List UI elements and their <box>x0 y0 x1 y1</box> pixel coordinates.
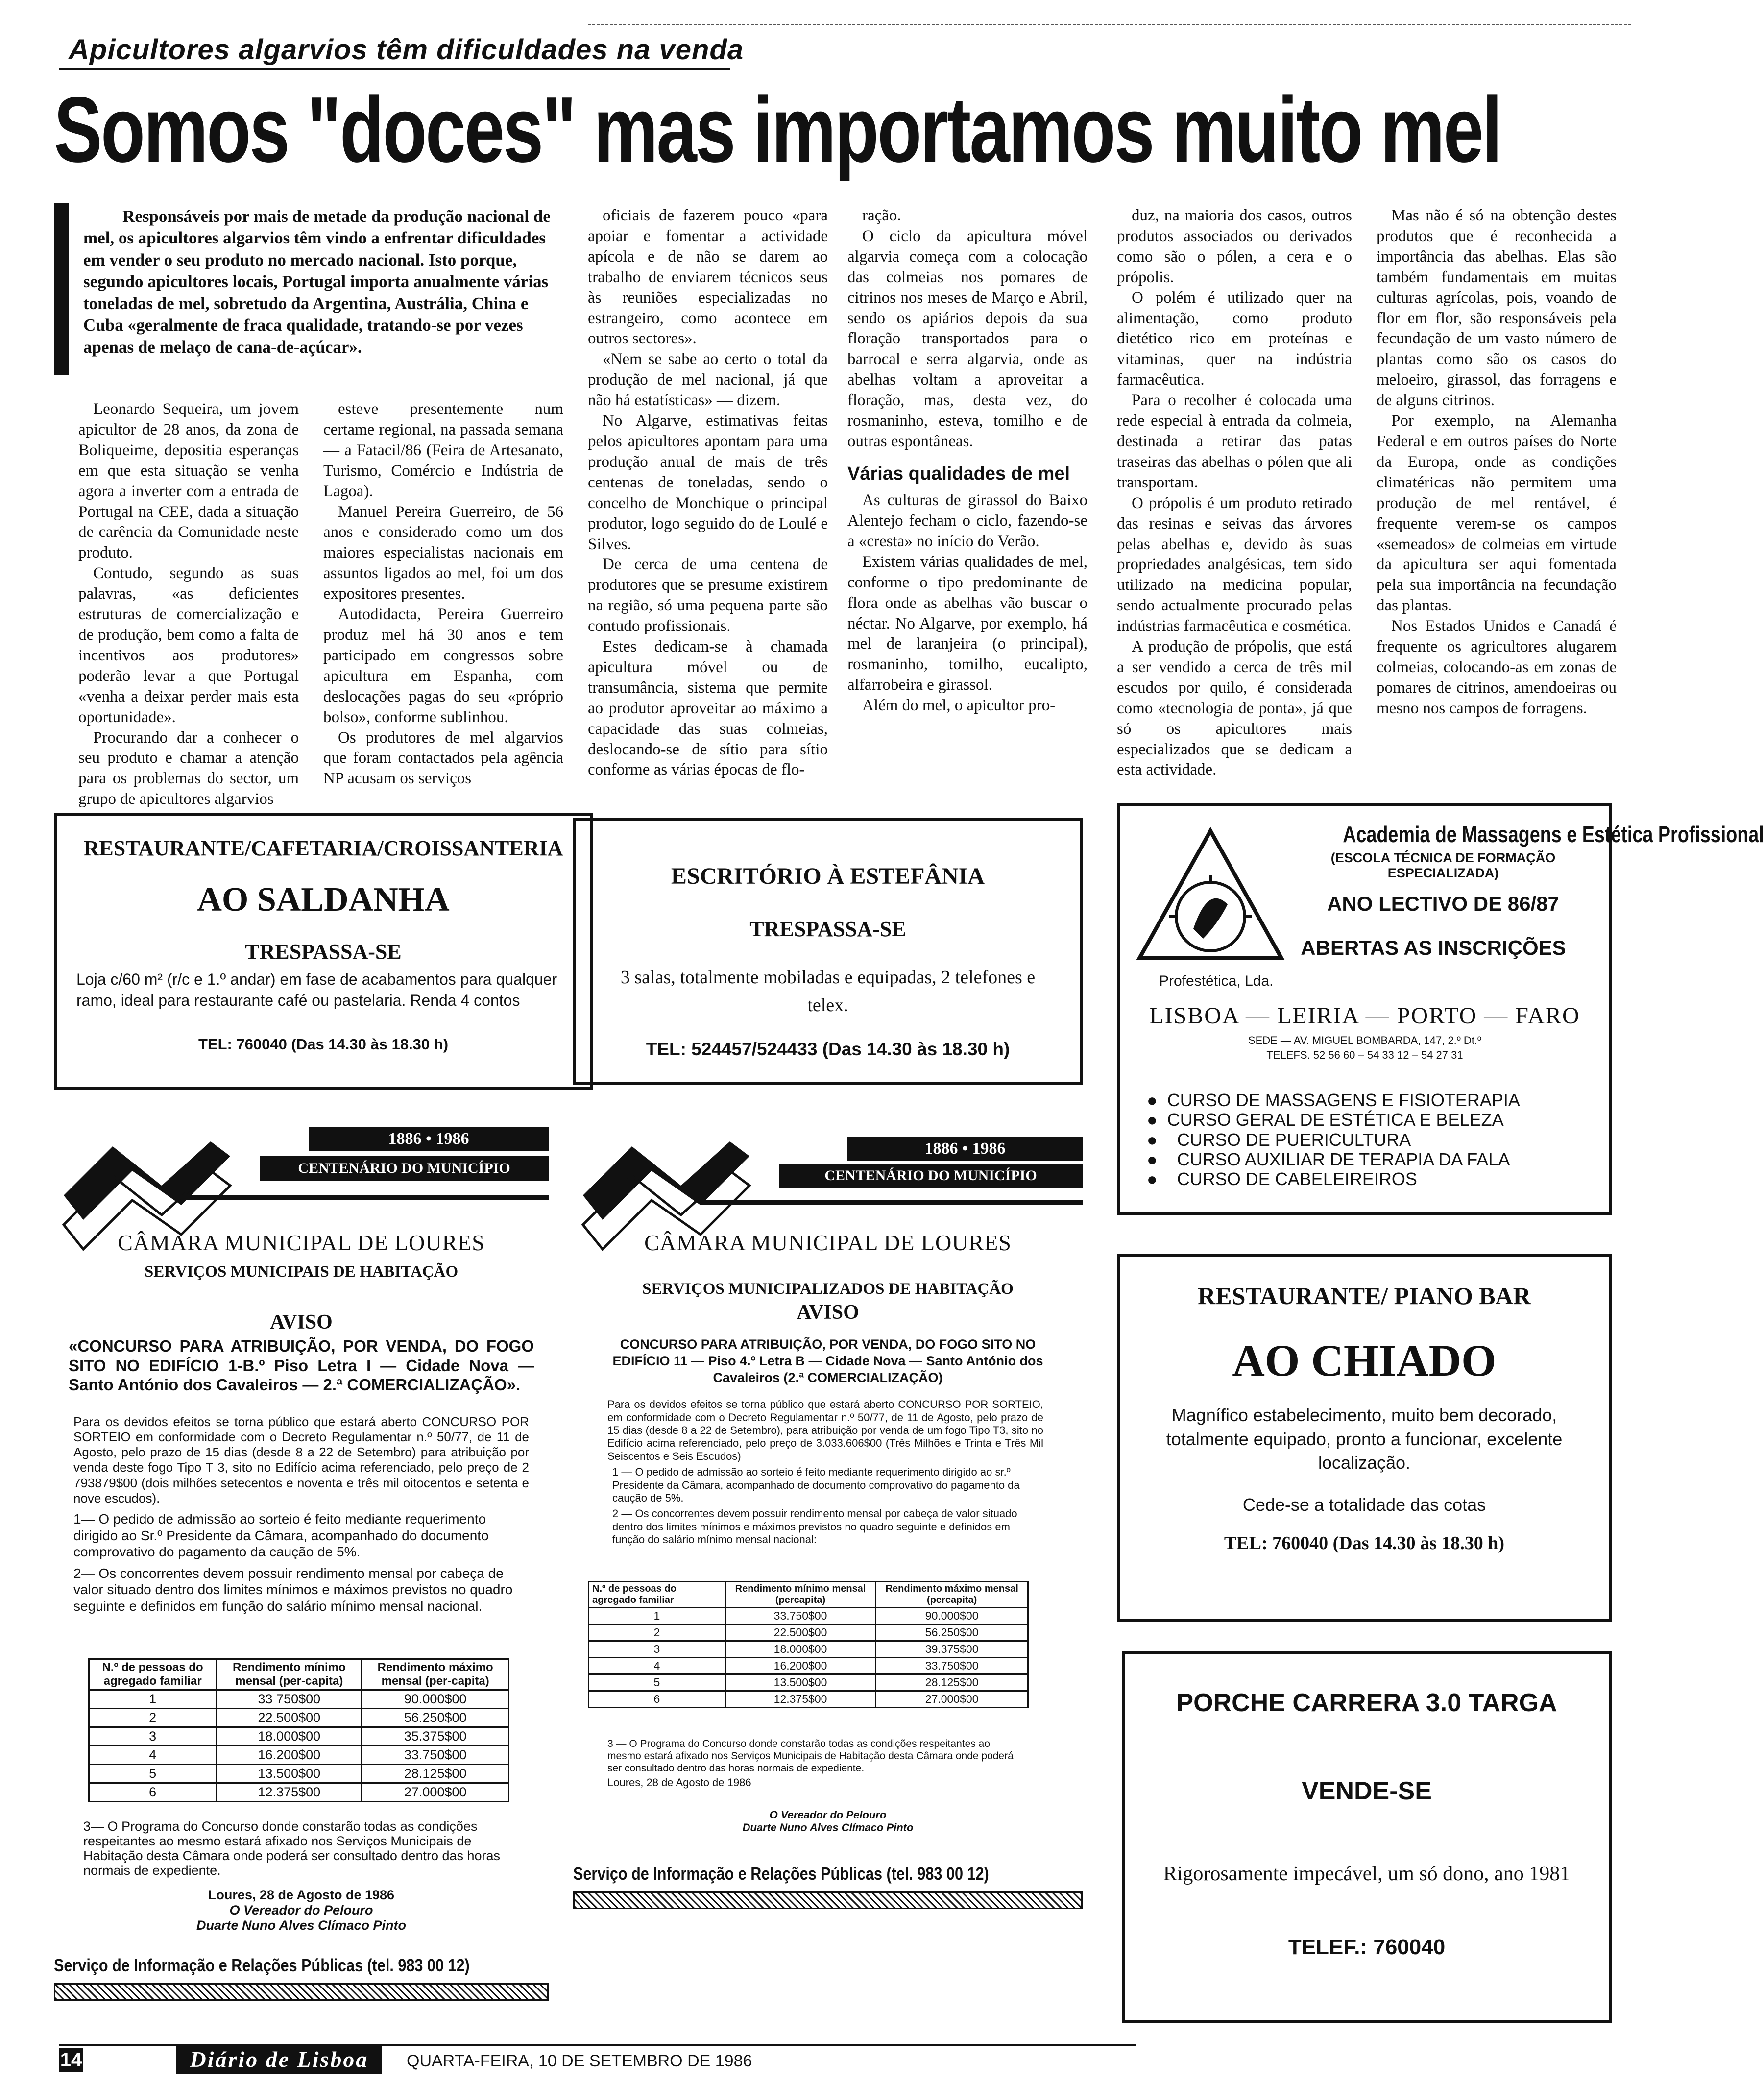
table-row: 1 33 750$00 90.000$00 <box>89 1690 509 1709</box>
loures-notice-2 <box>573 1127 1083 1960</box>
paragraph: As culturas de girassol do Baixo Alentejo fecham o ciclo, fazendo-se a «cresta» no início do Verão. <box>847 491 1087 550</box>
article-column-3 <box>588 206 828 780</box>
ad-escritorio-estefania <box>573 818 1083 1085</box>
paragraph: Por exemplo, na Alemanha Federal e em outros países do Norte da Europa, onde as condições climatéricas não permitem uma produção de mel rentável, é frequente verem-se os campos «semeados» de colmeias em virtude da apicultura ser aqui fomentada pela sua importância na fecundação das plantas. <box>1377 412 1617 615</box>
paragraph: ração. <box>862 207 901 224</box>
table-row: 3 18.000$00 35.375$00 <box>89 1727 509 1746</box>
paragraph: Manuel Pereira Guerreiro, de 56 anos e considerado como um dos maiores especialistas nacionais em assuntos ligados ao mel, foi um dos expositores presentes. <box>323 503 563 603</box>
academia-course-list <box>1147 1091 1520 1189</box>
paragraph: «Nem se sabe ao certo o total da produção de mel nacional, já que não há estatísticas» — dizem. <box>588 350 828 410</box>
centenary-years: 1886 • 1986 <box>309 1127 549 1151</box>
bullet-icon: ● <box>1147 1110 1158 1130</box>
paragraph: A produção de própolis, que está a ser vendido a cerca de três mil escudos por quilo, é considerada como «tecnologia de ponta», já que só os apicultores mais especializados que se dedicam a esta actividade. <box>1117 638 1352 779</box>
table-row: 2 22.500$00 56.250$00 <box>89 1709 509 1727</box>
kicker-rule <box>59 68 730 70</box>
loures-aviso: AVISO <box>270 1311 333 1333</box>
paragraph: De cerca de uma centena de produtores que se presume existirem na região, só uma pequena parte são contudo profissionais. <box>588 556 828 635</box>
course-item: ● CURSO DE MASSAGENS E FISIOTERAPIA <box>1147 1090 1520 1110</box>
centenary-years: 1886 • 1986 <box>847 1137 1083 1161</box>
academia-logo <box>1135 826 1286 963</box>
bullet-icon: ● <box>1147 1129 1158 1150</box>
table-row: 6 12.375$00 27.000$00 <box>89 1783 509 1802</box>
ad-action: VENDE-SE <box>1302 1777 1432 1805</box>
paragraph: O própolis é um produto retirado das resinas e seivas das árvores pelas abelhas e, devido às suas propriedades analgésicas, tem sido utilizado na medicina popular, sendo actualmente procurado pelas indústrias farmacêutica e cosmética. <box>1117 494 1352 635</box>
income-table <box>88 1658 509 1802</box>
loures-notice-1 <box>54 1127 549 1976</box>
table-row: 5 13.500$00 28.125$00 <box>589 1674 1028 1691</box>
paragraph: Nos Estados Unidos e Canadá é frequente os agricultores alugarem colmeias, colocando-as em zonas de pomares de citrinos, amendoeiras ou mesno nos campos de forragens. <box>1377 617 1617 717</box>
table-header-row <box>89 1659 509 1690</box>
loures-service: SERVIÇOS MUNICIPAIS DE HABITAÇÃO <box>144 1263 459 1281</box>
issue-date: QUARTA-FEIRA, 10 DE SETEMBRO DE 1986 <box>407 2052 752 2070</box>
newspaper-name: Diário de Lisboa <box>176 2045 382 2074</box>
table-header-row <box>589 1581 1028 1607</box>
paragraph: O polém é utilizado quer na alimentação, como produto dietético rico em proteínas e vitaminas, quer na indústria farmacêutica. <box>1117 289 1352 389</box>
academia-subtitle: (ESCOLA TÉCNICA DE FORMAÇÃO ESPECIALIZADA) <box>1330 850 1556 880</box>
paragraph: Estes dedicam-se à chamada apicultura móvel ou de transumância, sistema que permite ao produtor aproveitar ao máximo a capacidade das suas colmeias, deslocando-se de sítio para sítio conforme as várias épocas de flo- <box>588 638 828 779</box>
centenary-label: CENTENÁRIO DO MUNICÍPIO <box>260 1156 549 1181</box>
course-item: ● CURSO DE CABELEIREIROS <box>1147 1169 1417 1189</box>
ad-phone: TEL: 760040 (Das 14.30 às 18.30 h) <box>198 1036 449 1053</box>
top-divider <box>588 24 1631 26</box>
ad-phone: TEL: 760040 (Das 14.30 às 18.30 h) <box>1224 1532 1505 1553</box>
loures-title: CONCURSO PARA ATRIBUIÇÃO, POR VENDA, DO FOGO SITO NO EDIFÍCIO 11 — Piso 4.º Letra B — Cidade Nova — Santo António dos Cavaleiros (2.ª COMERCIALIZAÇÃO) <box>612 1337 1043 1385</box>
loures-intro: Para os devidos efeitos se torna público que estará aberto CONCURSO POR SORTEIO, em conformidade com o Decreto Regulamentar n.º 50/77, de 11 de Agosto, pelo prazo de 15 dias (desde 8 a 22 de Setembro), para atribuição por venda de um fogo Tipo T3, sito no Edifício acima referenciado, pelo preço de 3.033.606$00 (Três Milhões e Trinta e Três Mil Seiscentos e Seis Escudos) <box>607 1398 1043 1462</box>
table-row: 3 18.000$00 39.375$00 <box>589 1641 1028 1657</box>
table-row: 1 33.750$00 90.000$00 <box>589 1607 1028 1624</box>
ad-phone: TEL: 524457/524433 (Das 14.30 às 18.30 h) <box>646 1039 1010 1059</box>
paragraph: esteve presentemente num certame regional, na passada semana — a Fatacil/86 (Feira de Artesanato, Turismo, Comércio e Indústria de Lagoa). <box>323 400 563 500</box>
ad-academia <box>1117 803 1764 1215</box>
lead-paragraph: Responsáveis por mais de metade da produção nacional de mel, os apicultores algarvios têm vindo a enfrentar dificuldades em vender o seu produto no mercado nacional. Isto porque, segundo apicultores locais, Portugal importa anualmente várias toneladas de mel, sobretudo da Argentina, Austrália, China e Cuba «geralmente de fraca qualidade, tratando-se por vezes apenas de melaço de cana-de-açúcar». <box>83 207 551 357</box>
ad-body: Magnífico estabelecimento, muito bem decorado, totalmente equipado, pronto a funcionar, excelente localização. <box>1166 1405 1563 1473</box>
paragraph: Além do mel, o apicultor pro- <box>862 697 1056 715</box>
table-header: Rendimento mínimo mensal (percapita) <box>725 1581 876 1607</box>
article-column-1 <box>78 399 299 810</box>
academia-year: ANO LECTIVO DE 86/87 <box>1327 892 1559 915</box>
article-column-4 <box>847 206 1087 716</box>
signer-name: Duarte Nuno Alves Clímaco Pinto <box>742 1821 914 1834</box>
loures-item-1: 1 — O pedido de admissão ao sorteio é feito mediante requerimento dirigido ao sr.º Presidente da Câmara, acompanhado de documento comprovativo do pagamento da caução de 5%. <box>612 1466 1020 1504</box>
ad-ao-chiado <box>1117 1254 1612 1622</box>
table-row: 6 12.375$00 27.000$00 <box>589 1691 1028 1707</box>
paragraph: O ciclo da apicultura móvel algarvia começa com a colocação das colmeias nos pomares de citrinos nos meses de Março e Abril, sendo os apiários depois da sua floração transportados para o barrocal e serra algarvia, onde as abelhas voltam a aproveitar a floração, mas, desta vez, do rosmaninho, esteva, tomilho e de outras espontâneas. <box>847 227 1087 450</box>
centenary-label: CENTENÁRIO DO MUNICÍPIO <box>779 1164 1083 1188</box>
loures-item-3: 3 — O Programa do Concurso donde constarão todas as condições respeitantes ao mesmo estará afixado nos Serviços Municipais de Habitação desta Câmara onde poderá ser consultado dentro das horas normais de expediente. <box>607 1738 1014 1774</box>
table-header: Rendimento máximo mensal (percapita) <box>876 1581 1028 1607</box>
hatched-band <box>54 1983 549 2001</box>
table-header: N.º de pessoas do agregado familiar <box>89 1659 217 1690</box>
paragraph: Contudo, segundo as suas palavras, «as deficientes estruturas de comercialização e de produção, bem como a falta de incentivos aos produtores» poderão levar a que Portugal «venha a deixar perder mais esta oportunidade». <box>78 564 299 726</box>
paragraph: Existem várias qualidades de mel, conforme o tipo predominante de flora onde as abelhas vão buscar o néctar. No Algarve, por exemplo, há mel de laranjeira (o principal), rosmaninho, tomilho, eucalipto, alfarrobeira e girassol. <box>847 553 1087 694</box>
loures-title: «CONCURSO PARA ATRIBUIÇÃO, POR VENDA, DO FOGO SITO NO EDIFÍCIO 1-B.º Piso Letra I — Cidade Nova — Santo António dos Cavaleiros — 2.ª COMERCIALIZAÇÃO». <box>69 1337 534 1394</box>
loures-footer: Serviço de Informação e Relações Públicas (tel. 983 00 12) <box>573 1864 989 1884</box>
loures-intro: Para os devidos efeitos se torna público que estará aberto CONCURSO POR SORTEIO em conformidade com o Decreto Regulamentar n.º 50/77, de 11 de Agosto, pelo prazo de 15 dias (desde 8 a 22 de Setembro) para atribuição por venda deste fogo Tipo T 3, sito no Edifício acima referenciado, pelo preço de 2 793879$00 (dois milhões setecentos e noventa e três mil oitocentos e setenta e nove escudos). <box>73 1414 529 1505</box>
loures-org: CÂMARA MUNICIPAL DE LOURES <box>644 1230 1012 1255</box>
paragraph: Leonardo Sequeira, um jovem apicultor de 28 anos, da zona de Boliqueime, depositia esperanças em que esta situação se venha agora a inverter com a entrada de Portugal na CEE, dada a situação de carência da Comunidade neste produto. <box>78 400 299 562</box>
subheading: Várias qualidades de mel <box>847 463 1070 484</box>
course-item: ● CURSO AUXILIAR DE TERAPIA DA FALA <box>1147 1149 1510 1169</box>
bullet-icon: ● <box>1147 1149 1158 1169</box>
ad-note: Cede-se a totalidade das cotas <box>1242 1494 1486 1515</box>
ad-porche-carrera <box>1122 1651 1612 2023</box>
course-item: ● CURSO DE PUERICULTURA <box>1147 1129 1411 1150</box>
ad-ao-saldanha <box>54 813 593 1090</box>
article-column-6 <box>1377 206 1617 719</box>
course-item: ● CURSO GERAL DE ESTÉTICA E BELEZA <box>1147 1110 1504 1130</box>
loures-item-2: 2— Os concorrentes devem possuir rendimento mensal por cabeça de valor situado dentro dos limites mínimos e máximos previstos no quadro seguinte e definidos em função do salário mínimo mensal nacional. <box>73 1565 513 1614</box>
academia-company: Profestética, Lda. <box>1159 973 1274 989</box>
headline: Somos "doces" mas importamos muito mel <box>54 78 1501 182</box>
academia-enroll: ABERTAS AS INSCRIÇÕES <box>1301 936 1566 959</box>
loures-service: SERVIÇOS MUNICIPALIZADOS DE HABITAÇÃO <box>642 1280 1014 1298</box>
income-table <box>588 1581 1029 1708</box>
ad-body: 3 salas, totalmente mobiladas e equipadas, 2 telefones e telex. <box>620 967 1036 1016</box>
paragraph: No Algarve, estimativas feitas pelos apicultores apontam para uma produção anual de mais de três centenas de toneladas, sendo o concelho de Monchique o principal produtor, logo seguido do de Loulé e Silves. <box>588 412 828 553</box>
loures-aviso: AVISO <box>797 1301 859 1324</box>
table-row: 4 16.200$00 33.750$00 <box>89 1746 509 1765</box>
paragraph: oficiais de fazerem pouco «para apoiar e fomentar a actividade apícola e de não se darem ao trabalho de enviarem técnicos seus às reuniões especializadas no estrangeiro, como acontece em outros sectores». <box>588 207 828 348</box>
academia-cities: LISBOA — LEIRIA — PORTO — FARO <box>1149 1003 1580 1029</box>
loures-footer: Serviço de Informação e Relações Públicas (tel. 983 00 12) <box>54 1955 470 1976</box>
ad-name: AO SALDANHA <box>197 881 450 919</box>
paragraph: Autodidacta, Pereira Guerreiro produz mel há 30 anos e tem participado em congressos sobre apicultura em Espanha, com deslocações pagas do seu «próprio bolso», conforme sublinhou. <box>323 606 563 726</box>
kicker: Apicultores algarvios têm dificuldades na venda <box>69 34 744 66</box>
ad-category: RESTAURANTE/ PIANO BAR <box>1198 1282 1531 1309</box>
paragraph: Os produtores de mel algarvios que foram contactados pela agência NP acusam os serviços <box>323 728 563 788</box>
paragraph: Para o recolher é colocada uma rede especial à entrada da colmeia, destinada a retirar das patas traseiras das abelhas o pólen que ali transportam. <box>1117 391 1352 491</box>
ad-name: PORCHE CARRERA 3.0 TARGA <box>1176 1689 1557 1717</box>
academia-phones: TELEFS. 52 56 60 – 54 33 12 – 54 27 31 <box>1266 1049 1463 1061</box>
signer-title: O Vereador do Pelouro <box>769 1809 887 1821</box>
signer-title: O Vereador do Pelouro <box>229 1903 373 1918</box>
header-rule <box>181 1195 549 1200</box>
ad-action: TRESPASSA-SE <box>749 917 906 941</box>
academia-address: SEDE — AV. MIGUEL BOMBARDA, 147, 2.º Dt.º <box>1248 1034 1482 1046</box>
ad-name: ESCRITÓRIO À ESTEFÂNIA <box>671 863 985 889</box>
loures-org: CÂMARA MUNICIPAL DE LOURES <box>118 1230 485 1255</box>
article-column-5 <box>1117 206 1352 780</box>
table-row: 5 13.500$00 28.125$00 <box>89 1765 509 1783</box>
ad-category: RESTAURANTE/CAFETARIA/CROISSANTERIA <box>83 836 563 860</box>
lead-bar <box>54 203 69 375</box>
ad-body: Loja c/60 m² (r/c e 1.º andar) em fase de acabamentos para qualquer ramo, ideal para restaurante café ou pastelaria. Renda 4 contos <box>76 970 557 1010</box>
paragraph: Procurando dar a conhecer o seu produto e chamar a atenção para os problemas do sector, um grupo de apicultores algarvios <box>78 728 299 808</box>
paragraph: duz, na maioria dos casos, outros produtos associados ou derivados como são o pólen, a cera e o própolis. <box>1117 207 1352 286</box>
loures-header <box>573 1127 1083 1235</box>
table-header: Rendimento mínimo mensal (per-capita) <box>217 1659 362 1690</box>
table-header: N.º de pessoas do agregado familiar <box>589 1581 725 1607</box>
page-number: 14 <box>59 2048 83 2072</box>
ad-name: AO CHIADO <box>1232 1335 1497 1385</box>
signer-name: Duarte Nuno Alves Clímaco Pinto <box>196 1918 407 1933</box>
bullet-icon: ● <box>1147 1090 1158 1110</box>
paragraph: Mas não é só na obtenção destes produtos que é reconhecida a importância das abelhas. Elas são também fundamentais em muitas culturas agrícolas, pois, voando de flor em flor, são responsáveis pela fecundação de um vasto número de plantas como são os casos do meloeiro, girassol, das forragens e de alguns citrinos. <box>1377 207 1617 410</box>
loures-item-2: 2 — Os concorrentes devem possuir rendimento mensal por cabeça de valor situado dentro dos limites mínimos e máximos previstos no quadro seguinte e definidos em função do salário mínimo mensal nacional: <box>612 1507 1017 1546</box>
bullet-icon: ● <box>1147 1169 1158 1189</box>
header-rule <box>701 1200 1083 1205</box>
ad-body: Rigorosamente impecável, um só dono, ano 1981 <box>1163 1863 1571 1885</box>
loures-item-1: 1— O pedido de admissão ao sorteio é feito mediante requerimento dirigido ao Sr.º Presidente da Câmara, acompanhado do documento comprovativo do pagamento da caução de 5%. <box>73 1511 489 1560</box>
loures-header <box>54 1127 549 1235</box>
loures-item-3: 3— O Programa do Concurso donde constarão todas as condições respeitantes ao mesmo estará afixado nos Serviços Municipais de Habitação desta Câmara onde poderá ser consultado dentro das horas normais de expediente. <box>83 1819 501 1878</box>
ad-phone: TELEF.: 760040 <box>1288 1935 1446 1959</box>
academia-name: Academia de Massagens e Estética Profissional <box>1343 822 1764 847</box>
table-header: Rendimento máximo mensal (per-capita) <box>362 1659 509 1690</box>
table-row: 2 22.500$00 56.250$00 <box>589 1624 1028 1641</box>
hatched-band <box>573 1891 1083 1909</box>
table-row: 4 16.200$00 33.750$00 <box>589 1657 1028 1674</box>
loures-date: Loures, 28 de Agosto de 1986 <box>208 1888 395 1903</box>
ad-action: TRESPASSA-SE <box>245 940 402 964</box>
loures-date: Loures, 28 de Agosto de 1986 <box>607 1776 751 1789</box>
article-column-2 <box>323 399 563 789</box>
